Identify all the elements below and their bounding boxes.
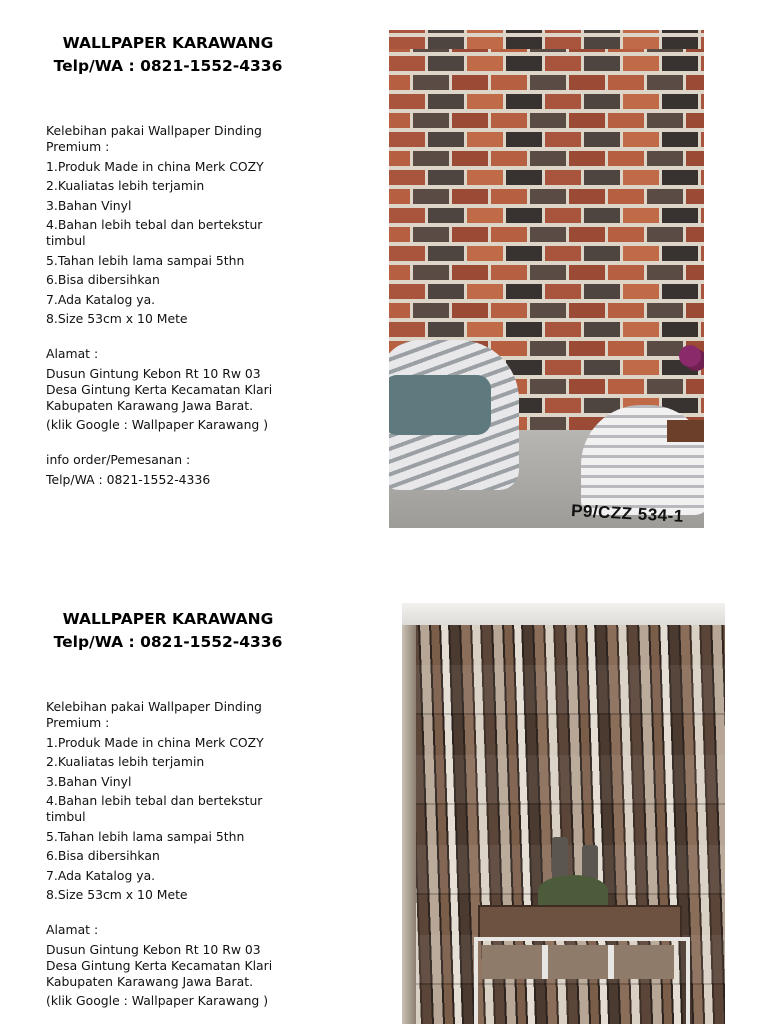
advantage-item: 5.Tahan lebih lama sampai 5thn [46, 828, 245, 844]
address-label: Alamat : [46, 922, 99, 937]
advantages-heading-line-1: Kelebihan pakai Wallpaper Dinding [46, 123, 262, 138]
address-line: Kabupaten Karawang Jawa Barat. [46, 397, 254, 413]
flower-decoration [679, 345, 701, 367]
console-drawers [482, 945, 674, 979]
advantage-item: 2.Kualiatas lebih terjamin [46, 178, 205, 193]
address-label: Alamat : [46, 346, 99, 361]
wooden-tray [667, 420, 704, 442]
brick-wallpaper-photo [389, 30, 704, 528]
advantages-heading-line-1: Kelebihan pakai Wallpaper Dinding [46, 699, 262, 714]
address-line: Desa Gintung Kerta Kecamatan Klari [46, 381, 273, 397]
side-wall [402, 625, 416, 1024]
advantages-heading-line-2: Premium : [46, 139, 110, 154]
wood-wallpaper-photo [402, 603, 725, 1024]
address-line: Desa Gintung Kerta Kecamatan Klari [46, 957, 273, 973]
console-top-box [478, 905, 682, 939]
address-line: Dusun Gintung Kebon Rt 10 Rw 03 [46, 365, 261, 381]
advantage-item: 8.Size 53cm x 10 Mete [46, 887, 188, 902]
order-contact: Telp/WA : 0821-1552-4336 [46, 471, 211, 487]
chair-cushion [389, 375, 491, 435]
ceiling [402, 603, 725, 627]
advantage-item: 4.Bahan lebih tebal dan bertekstur [46, 793, 263, 808]
ad-title-line-1: WALLPAPER KARAWANG [62, 610, 274, 628]
ad-body [46, 699, 296, 1009]
plant-decoration [538, 875, 608, 907]
ad-title-line-2: Telp/WA : 0821-1552-4336 [53, 57, 283, 75]
advantage-item: 4.Bahan lebih tebal dan bertekstur [46, 217, 263, 232]
google-search-hint: (klik Google : Wallpaper Karawang ) [46, 417, 269, 432]
advantage-item: 1.Produk Made in china Merk COZY [46, 734, 264, 750]
ad-title [0, 608, 336, 654]
advantage-item: 6.Bisa dibersihkan [46, 848, 160, 863]
order-info-label: info order/Pemesanan : [46, 452, 191, 467]
advantage-item-continuation: timbul [46, 809, 86, 824]
google-search-hint: (klik Google : Wallpaper Karawang ) [46, 993, 269, 1008]
address-line: Kabupaten Karawang Jawa Barat. [46, 973, 254, 989]
advantage-item: 5.Tahan lebih lama sampai 5thn [46, 252, 245, 268]
address-line: Dusun Gintung Kebon Rt 10 Rw 03 [46, 941, 261, 957]
ad-body [46, 123, 296, 488]
console-table [478, 905, 678, 1024]
advantage-item: 7.Ada Katalog ya. [46, 867, 156, 883]
catalog-code-label: P9/CZZ 534-1 [570, 501, 685, 526]
advantage-item: 8.Size 53cm x 10 Mete [46, 311, 188, 326]
advantage-item: 2.Kualiatas lebih terjamin [46, 754, 205, 769]
ad-title-line-2: Telp/WA : 0821-1552-4336 [53, 633, 283, 651]
advantage-item-continuation: timbul [46, 233, 86, 248]
ad-title [0, 32, 336, 78]
advantage-item: 3.Bahan Vinyl [46, 773, 132, 789]
advantage-item: 1.Produk Made in china Merk COZY [46, 158, 264, 174]
advantage-item: 3.Bahan Vinyl [46, 197, 132, 213]
advantages-heading-line-2: Premium : [46, 715, 110, 730]
ad-title-line-1: WALLPAPER KARAWANG [62, 34, 274, 52]
advantage-item: 6.Bisa dibersihkan [46, 272, 160, 287]
wallpaper-ad-block-2 [0, 576, 768, 1024]
advantage-item: 7.Ada Katalog ya. [46, 291, 156, 307]
